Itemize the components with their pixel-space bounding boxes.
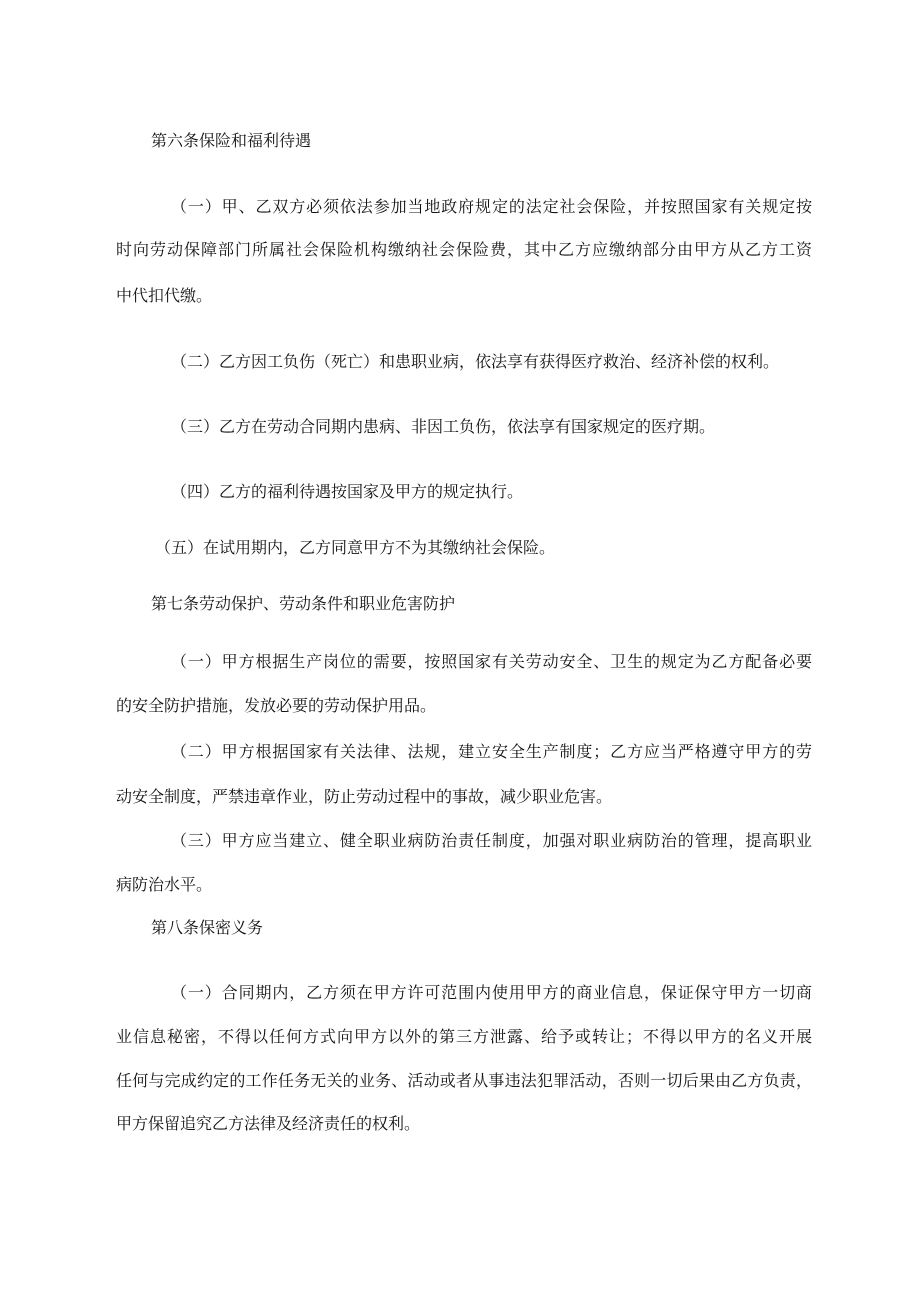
article-7-item-3-line-1: （三）甲方应当建立、健全职业病防治责任制度，加强对职业病防治的管理，提高职业 <box>171 831 812 850</box>
article-8-item-1-line-1: （一）合同期内，乙方须在甲方许可范围内使用甲方的商业信息，保证保守甲方一切商 <box>171 983 812 1002</box>
article-7-item-1-line-1: （一）甲方根据生产岗位的需要，按照国家有关劳动安全、卫生的规定为乙方配备必要 <box>171 652 812 671</box>
article-7-item-1-line-2: 的安全防护措施，发放必要的劳动保护用品。 <box>116 696 437 715</box>
article-6-item-1-line-2: 时向劳动保障部门所属社会保险机构缴纳社会保险费，其中乙方应缴纳部分由甲方从乙方工资 <box>116 240 812 259</box>
article-6-item-4: （四）乙方的福利待遇按国家及甲方的规定执行。 <box>171 482 524 501</box>
article-6-item-5: （五）在试用期内，乙方同意甲方不为其缴纳社会保险。 <box>155 538 556 557</box>
article-6-item-2: （二）乙方因工负伤（死亡）和患职业病，依法享有获得医疗救治、经济补偿的权利。 <box>171 352 780 371</box>
article-6-item-3: （三）乙方在劳动合同期内患病、非因工负伤，依法享有国家规定的医疗期。 <box>171 417 716 436</box>
article-6-heading: 第六条保险和福利待遇 <box>151 131 312 150</box>
article-6-item-1-line-3: 中代扣代缴。 <box>116 286 213 305</box>
article-7-item-3-line-2: 病防治水平。 <box>116 875 213 894</box>
article-8-item-1-line-2: 业信息秘密，不得以任何方式向甲方以外的第三方泄露、给予或转让；不得以甲方的名义开展 <box>116 1027 812 1046</box>
article-7-item-2-line-1: （二）甲方根据国家有关法律、法规，建立安全生产制度；乙方应当严格遵守甲方的劳 <box>171 742 812 761</box>
article-6-item-1-line-1: （一）甲、乙双方必须依法参加当地政府规定的法定社会保险，并按照国家有关规定按 <box>171 197 812 216</box>
article-8-heading: 第八条保密义务 <box>151 918 264 937</box>
article-7-item-2-line-2: 动安全制度，严禁违章作业，防止劳动过程中的事故，减少职业危害。 <box>116 787 613 806</box>
article-7-heading: 第七条劳动保护、劳动条件和职业危害防护 <box>151 594 456 613</box>
article-8-item-1-line-4: 甲方保留追究乙方法律及经济责任的权利。 <box>116 1114 421 1133</box>
article-8-item-1-line-3: 任何与完成约定的工作任务无关的业务、活动或者从事违法犯罪活动，否则一切后果由乙方负责， <box>116 1071 812 1090</box>
